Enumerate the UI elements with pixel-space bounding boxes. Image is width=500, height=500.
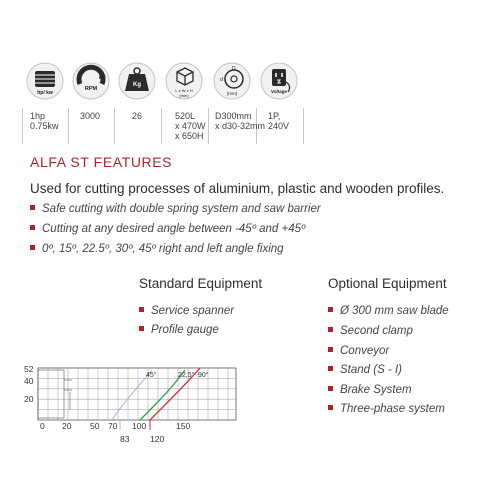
spec-weight: [118, 62, 156, 106]
bullet-icon: [30, 205, 35, 210]
optional-item: Ø 300 mm saw blade: [328, 305, 449, 317]
spec-divider: [22, 108, 23, 144]
spec-divider: [303, 108, 304, 144]
spec-icon-label: Kg: [133, 82, 141, 88]
features-lead: Used for cutting processes of aluminium, plastic and wooden profiles.: [30, 181, 445, 196]
spec-motor-power: [26, 62, 64, 106]
x-tick-label: 83: [120, 434, 130, 444]
x-tick-label: 120: [150, 434, 165, 444]
bullet-icon: [328, 386, 333, 391]
x-tick-label: 150: [176, 421, 191, 431]
optional-item: Second clamp: [328, 325, 413, 337]
optional-item: Stand (S - I): [328, 364, 402, 376]
feature-item: 0º, 15º, 22.5º, 30º, 45º right and left angle fixing: [30, 243, 284, 255]
spec-value-rpm: 3000: [80, 111, 101, 121]
spec-icon-label: hp/ kw: [37, 90, 53, 96]
x-tick-label: 100: [132, 421, 147, 431]
optional-item: Conveyor: [328, 345, 389, 357]
optional-equipment-title: Optional Equipment: [328, 276, 447, 291]
voltage-plug-icon: [260, 62, 298, 106]
spec-divider: [68, 108, 69, 144]
svg-text:d: d: [220, 77, 223, 83]
spec-divider: [161, 108, 162, 144]
bullet-icon: [30, 225, 35, 230]
cutting-capacity-chart: [0, 360, 260, 450]
spec-blade: [213, 62, 251, 106]
curve-label-45: 45°: [146, 372, 157, 379]
dimensions-box-icon: [165, 62, 203, 106]
bullet-icon: [328, 307, 333, 312]
optional-item: Brake System: [328, 384, 412, 396]
x-tick-label: 70: [108, 421, 118, 431]
weight-icon: [118, 62, 156, 106]
curve-label-22-5: 22,5°: [178, 372, 195, 379]
bullet-icon: [328, 405, 333, 410]
spec-icon-label: Voltage: [271, 89, 287, 94]
spec-value-blade: D300mm x d30-32mm: [215, 111, 266, 131]
bullet-icon: [139, 326, 144, 331]
bullet-icon: [328, 347, 333, 352]
spec-value-weight: 26: [132, 111, 143, 121]
curve-label-90: 90°: [198, 372, 209, 379]
svg-text:D: D: [232, 66, 236, 72]
spec-icon-label: L x W x H: [175, 88, 193, 93]
y-tick-label: 20: [24, 394, 34, 404]
spec-rpm: [72, 62, 110, 106]
spec-value-voltage: 1P, 240V: [268, 111, 290, 131]
profile-shape: [38, 370, 72, 418]
bullet-icon: [328, 366, 333, 371]
y-tick-label: 40: [24, 376, 34, 386]
spec-value-dimensions: 520L x 470W x 650H: [175, 111, 206, 141]
feature-item: Cutting at any desired angle between -45º and +45º: [30, 223, 305, 235]
x-tick-label: 20: [62, 421, 72, 431]
rpm-gauge-icon: [72, 62, 110, 106]
y-tick-label: 52: [24, 364, 34, 374]
standard-item: Profile gauge: [139, 324, 219, 336]
spec-divider: [114, 108, 115, 144]
spec-value-power: 1hp 0.75kw: [30, 111, 59, 131]
bullet-icon: [328, 327, 333, 332]
bullet-icon: [139, 307, 144, 312]
spec-divider: [208, 108, 209, 144]
spec-icon-label: (mm): [226, 91, 238, 96]
optional-item: Three-phase system: [328, 403, 445, 415]
spec-icon-label: RPM: [84, 86, 98, 92]
x-tick-label: 0: [40, 421, 45, 431]
x-tick-label: 50: [90, 421, 100, 431]
standard-equipment-title: Standard Equipment: [139, 276, 263, 291]
spec-voltage: [260, 62, 298, 106]
motor-power-icon: [26, 62, 64, 106]
spec-icon-label: (mm): [179, 93, 189, 98]
bullet-icon: [30, 245, 35, 250]
saw-blade-diameter-icon: [213, 62, 251, 106]
feature-item: Safe cutting with double spring system and saw barrier: [30, 203, 321, 215]
spec-dimensions: [165, 62, 203, 106]
features-title: ALFA ST FEATURES: [30, 154, 173, 170]
standard-item: Service spanner: [139, 305, 234, 317]
